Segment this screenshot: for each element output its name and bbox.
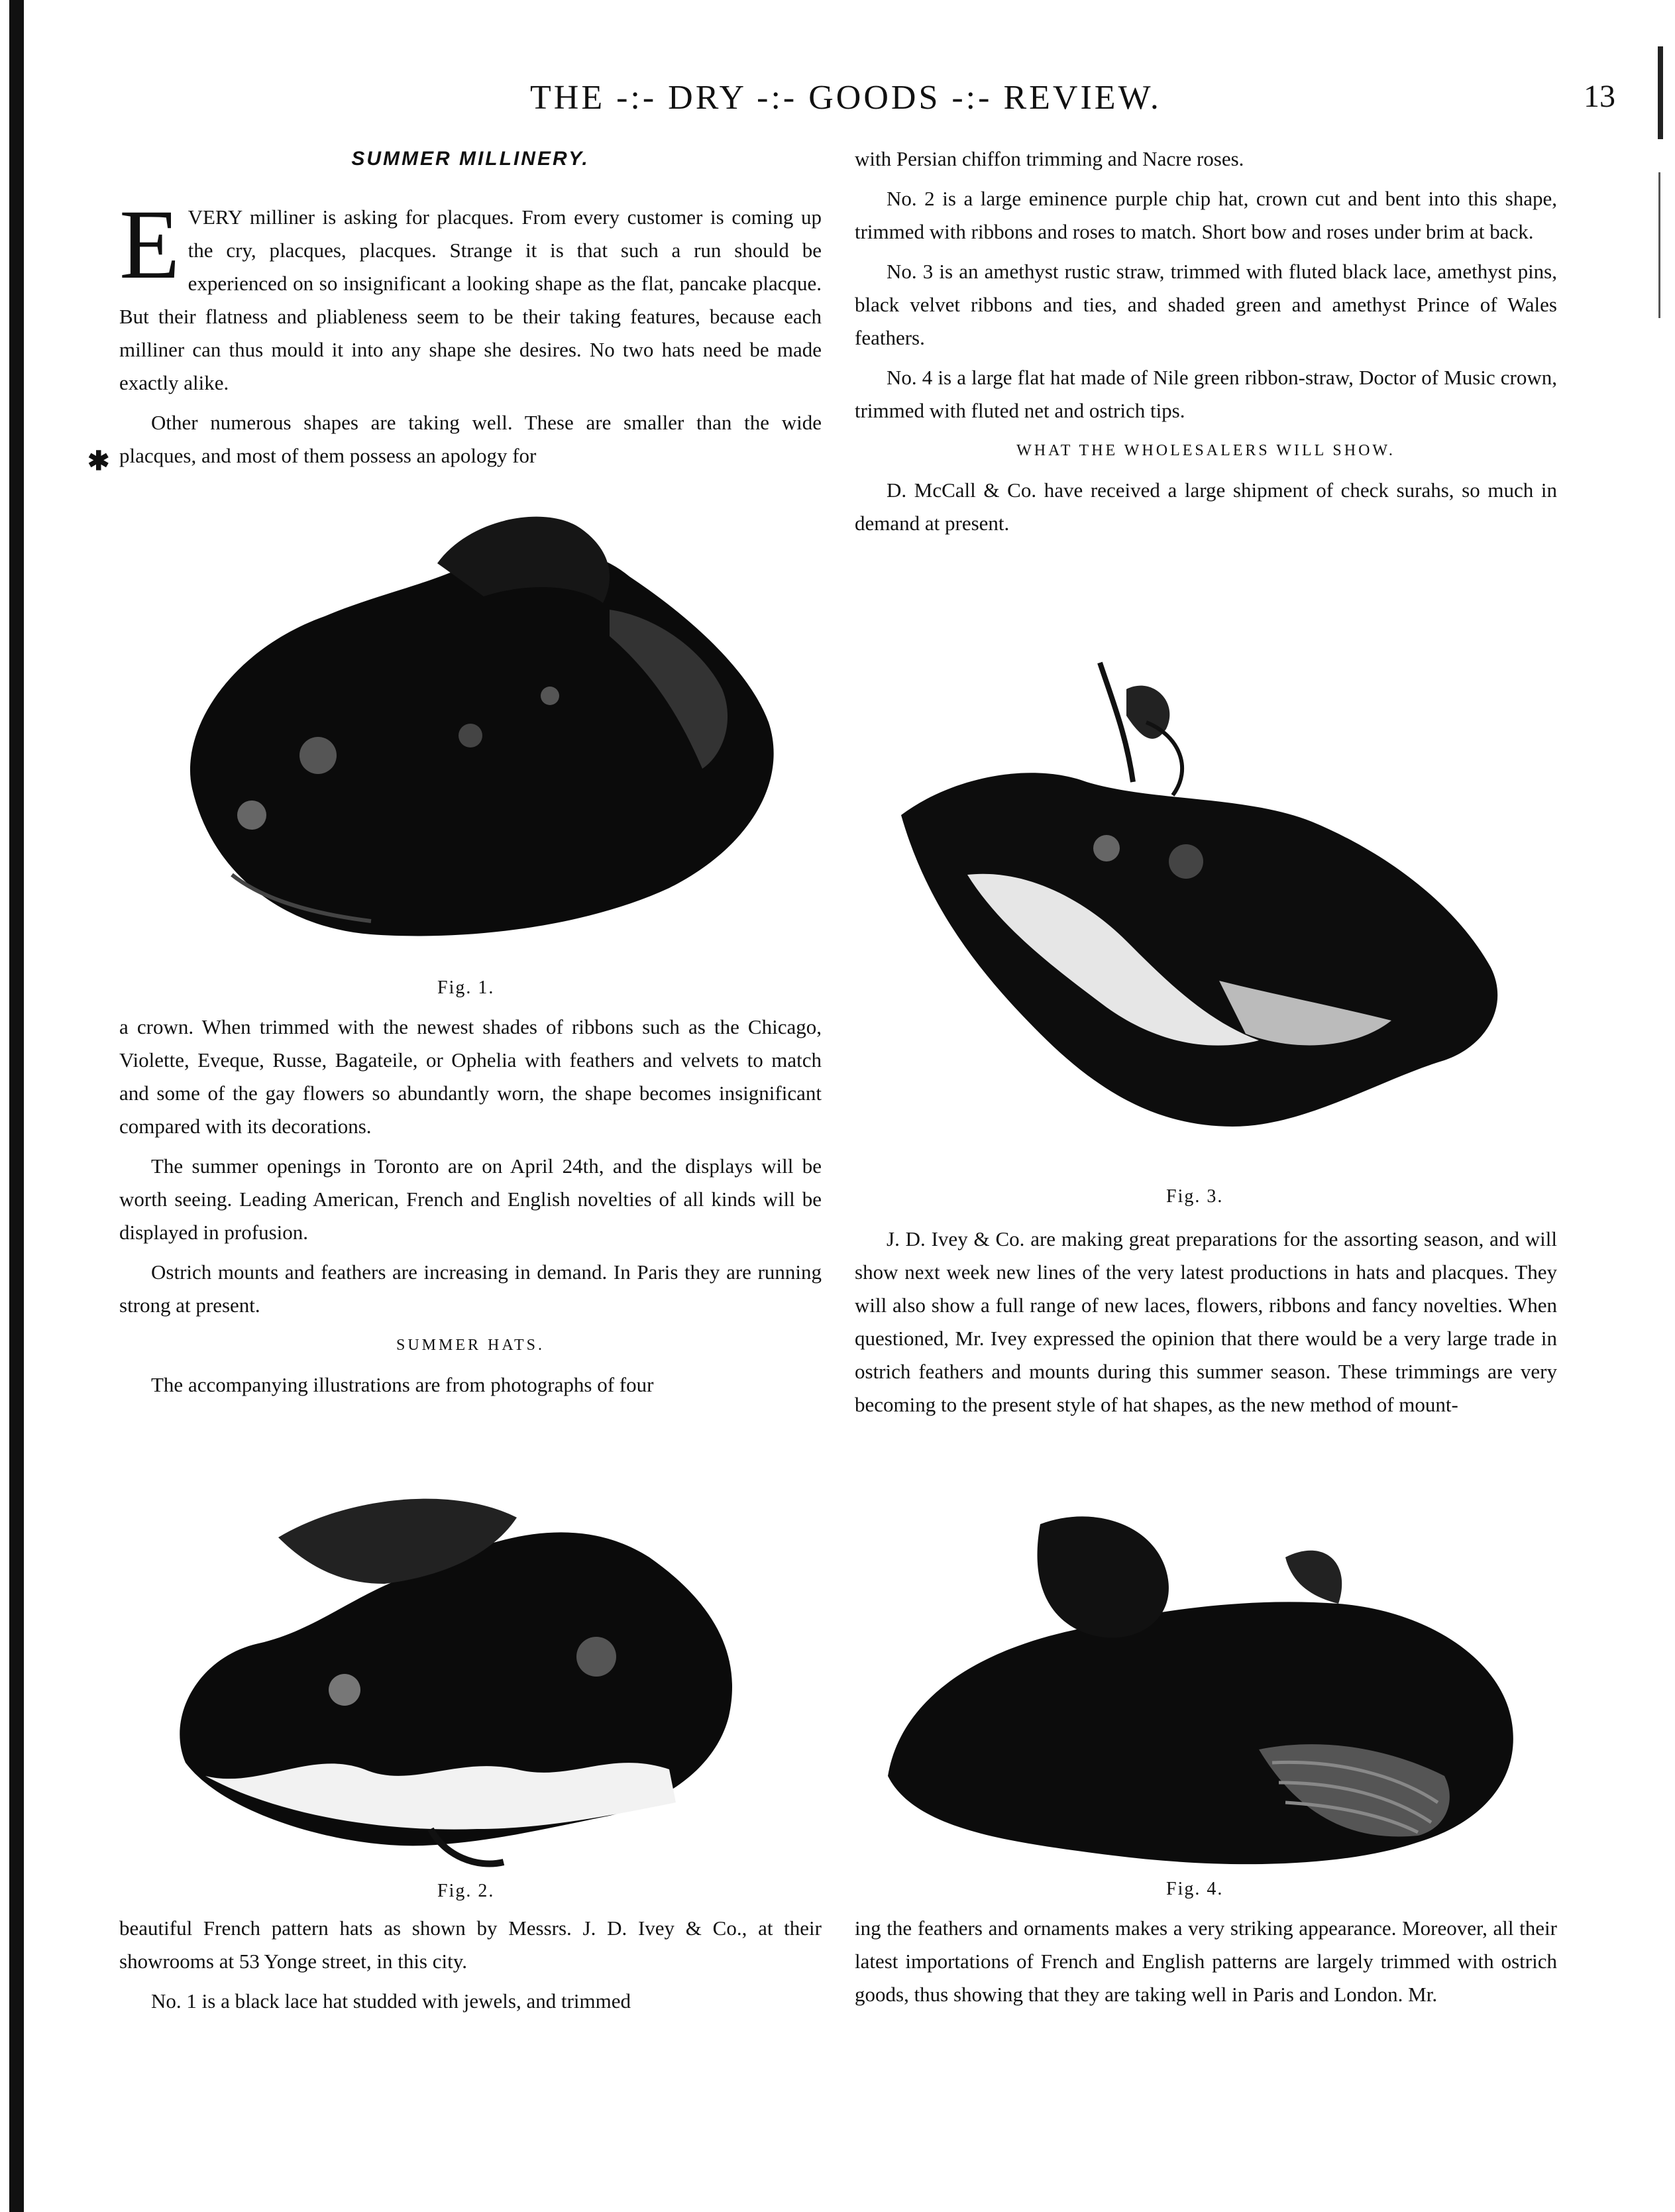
drop-cap: E — [119, 190, 180, 300]
right-column-middle — [855, 1223, 1557, 1421]
fig1-caption: Fig. 1. — [437, 977, 495, 998]
paragraph-french-pattern: beautiful French pattern hats as shown by Messrs. J. D. Ivey & Co., at their showrooms at 53 Yonge street, in this city. — [119, 1916, 822, 1973]
fig4-caption: Fig. 4. — [1166, 1879, 1224, 1899]
paragraph-illustrations: The accompanying illustrations are from photographs of four — [151, 1373, 654, 1396]
amethyst-straw-hat-illustration — [875, 623, 1537, 1186]
eminence-chip-hat-illustration — [146, 1458, 808, 1875]
right-column-top — [855, 142, 1557, 540]
scan-edge-mark-thin — [1658, 172, 1660, 318]
paragraph-no3: No. 3 is an amethyst rustic straw, trimmed with fluted black lace, amethyst pins, black velvet ribbons and ties, and shaded green and amethyst Prince of Wales feathers. — [855, 260, 1557, 349]
paragraph-no2: No. 2 is a large eminence purple chip hat, crown cut and bent into this shape, trimmed with ribbons and roses to match. Short bow and roses under brim at back. — [855, 187, 1557, 243]
paragraph-summer-openings: The summer openings in Toronto are on April 24th, and the displays will be worth seeing. Leading American, French and English novelties of all kinds will be displayed in profusion. — [119, 1154, 822, 1244]
intro-paragraph: EVERY milliner is asking for placques. From every customer is coming up the cry, placques, placques. Strange it is that such a run should be experienced on so insignificant a looking shape as the flat, pancake placque. But their flatness and pliableness seem to be their taking features, because each milliner can thus mould it into any shape she desires. No two hats need be made exactly alike. — [119, 190, 822, 394]
scan-margin-bar — [9, 0, 24, 2212]
margin-mark: ✱ — [87, 446, 110, 476]
page-number: 13 — [1584, 79, 1615, 114]
page-header — [0, 78, 1675, 131]
section-title: SUMMER MILLINERY. — [351, 148, 590, 170]
subhead-summer-hats: SUMMER HATS. — [396, 1337, 545, 1354]
left-column-middle — [119, 1011, 822, 1402]
left-column-bottom — [119, 1912, 822, 2018]
paragraph-ostrich: Ostrich mounts and feathers are increasing in demand. In Paris they are running strong at present. — [119, 1260, 822, 1317]
subhead-wholesalers: WHAT THE WHOLESALERS WILL SHOW. — [1016, 442, 1395, 459]
paragraph-ivey-preparations: J. D. Ivey & Co. are making great preparations for the assorting season, and will show next week new lines of the very latest productions in hats and placques. They will also show a full range of new laces, flowers, ribbons and fancy novelties. When questioned, Mr. Ivey expressed the opinion that there would be a very large trade in ostrich feathers and mounts during this summer season. These trimmings are very becoming to the present style of hat shapes, as the new method of mount- — [855, 1227, 1557, 1416]
fig1-hat-image — [152, 504, 828, 961]
paragraph-crown: a crown. When trimmed with the newest shades of ribbons such as the Chicago, Violette, Eveque, Russe, Bagateile, or Ophelia with feathers and velvets to match and some of the gay flowers so abundantly worn, the shape becomes insignificant compared with its decorations. — [119, 1015, 822, 1138]
fig3-hat-image — [875, 623, 1537, 1186]
paragraph-no1: No. 1 is a black lace hat studded with jewels, and trimmed — [151, 1989, 631, 2013]
black-lace-hat-illustration — [152, 504, 828, 961]
running-head: THE -:- DRY -:- GOODS -:- REVIEW. — [530, 79, 1162, 117]
left-column-top — [119, 142, 822, 472]
right-column-bottom — [855, 1912, 1557, 2011]
nile-green-flat-hat-illustration — [875, 1498, 1537, 1875]
paragraph-mounting-feathers: ing the feathers and ornaments makes a very striking appearance. Moreover, all their latest importations of French and English patterns are largely trimmed with ostrich goods, thus showing that they are taking well in Paris and London. Mr. — [855, 1916, 1557, 2006]
fig4-hat-image — [875, 1498, 1537, 1875]
fig2-hat-image — [146, 1458, 808, 1875]
paragraph-mccall: D. McCall & Co. have received a large shipment of check surahs, so much in demand at present. — [855, 478, 1557, 535]
paragraph-persian-chiffon: with Persian chiffon trimming and Nacre roses. — [855, 147, 1244, 170]
fig2-caption: Fig. 2. — [437, 1881, 495, 1901]
paragraph-no4: No. 4 is a large flat hat made of Nile green ribbon-straw, Doctor of Music crown, trimmed with fluted net and ostrich tips. — [855, 366, 1557, 422]
paragraph-other-shapes: Other numerous shapes are taking well. These are smaller than the wide placques, and most of them possess an apology for — [119, 411, 822, 467]
fig3-caption: Fig. 3. — [1166, 1186, 1224, 1207]
